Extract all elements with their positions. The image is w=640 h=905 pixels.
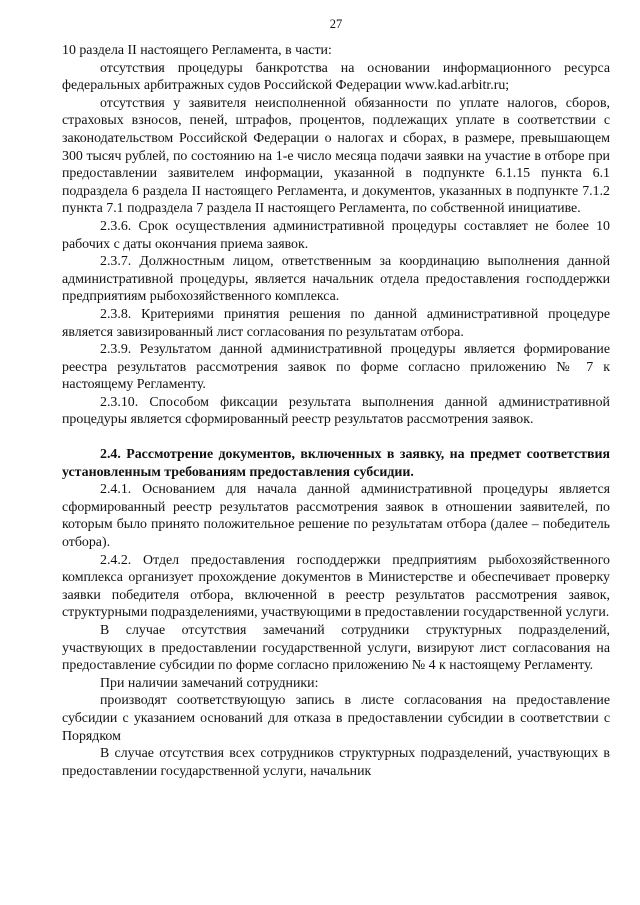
document-page [62, 16, 610, 780]
paragraph-2-3-6: 2.3.6. Срок осуществления административной процедуры составляет не более 10 рабочих с даты окончания приема заявок. [62, 218, 610, 252]
paragraph-2-4-1: 2.4.1. Основанием для начала данной административной процедуры является сформированный реестр результатов рассмотрения заявок в отношении заявителей, по которым было принято положительное решение по результатам отбора (далее – победитель отбора). [62, 482, 610, 551]
section-heading-2-4: 2.4. Рассмотрение документов, включенных в заявку, на предмет соответствия установленным требованиям предоставления субсидии. [62, 447, 610, 480]
paragraph-2-3-7: 2.3.7. Должностным лицом, ответственным за координацию выполнения данной административной процедуры, является начальник отдела предоставления господдержки предприятиям рыбохозяйственного комплекса. [62, 254, 610, 305]
paragraph-2-3-10: 2.3.10. Способом фиксации результата выполнения данной административной процедуры является сформированный реестр результатов рассмотрения заявок. [62, 394, 610, 428]
paragraph-2-3-8: 2.3.8. Критериями принятия решения по данной административной процедуре является завизированный лист согласования по результатам отбора. [62, 306, 610, 340]
section-spacer [62, 429, 610, 446]
paragraph-tax-debt-check: отсутствия у заявителя неисполненной обязанности по уплате налогов, сборов, страховых взносов, пеней, штрафов, процентов, подлежащих уплате в соответствии с законодательством Российской Федерации о налогах и сборах, в размере, превышающем 300 тысяч рублей, по состоянию на 1-е число месяца подачи заявки на участие в отборе при предоставлении заявителем информации, указанной в подпункте 6.1.15 пункта 6.1 подраздела 6 раздела II настоящего Регламента, и документов, указанных в подпункте 7.1.2 пункта 7.1 подраздела 7 раздела II настоящего Регламента, по собственной инициативе. [62, 95, 610, 217]
paragraph-2-4-2: 2.4.2. Отдел предоставления господдержки предприятиям рыбохозяйственного комплекса организует прохождение документов в Министерстве и обеспечивает проверку заявки победителя отбора, включенной в реестр результатов рассмотрения заявок, структурными подразделениями, участвующими в предоставлении государственной услуги. [62, 552, 610, 621]
paragraph-no-remarks: В случае отсутствия замечаний сотрудники структурных подразделений, участвующих в предоставлении государственной услуги, визируют лист согласования на предоставление субсидии по форме согласно приложению № 4 к настоящему Регламенту. [62, 623, 610, 674]
page-number: 27 [329, 17, 343, 31]
paragraph-continuation: 10 раздела II настоящего Регламента, в части: [62, 43, 332, 58]
paragraph-2-3-9: 2.3.9. Результатом данной административной процедуры является формирование реестра результатов рассмотрения заявок по форме согласно приложению № 7 к настоящему Регламенту. [62, 342, 610, 393]
paragraph-absence-of-staff: В случае отсутствия всех сотрудников структурных подразделений, участвующих в предоставлении государственной услуги, начальник [62, 746, 610, 779]
paragraph-with-remarks: При наличии замечаний сотрудники: [100, 675, 319, 691]
paragraph-bankruptcy-check: отсутствия процедуры банкротства на основании информационного ресурса федеральных арбитражных судов Российской Федерации www.kad.arbitr.ru; [62, 60, 610, 94]
paragraph-record-entry: производят соответствующую запись в листе согласования на предоставление субсидии с указанием оснований для отказа в предоставлении субсидии в соответствии с Порядком [62, 693, 610, 744]
